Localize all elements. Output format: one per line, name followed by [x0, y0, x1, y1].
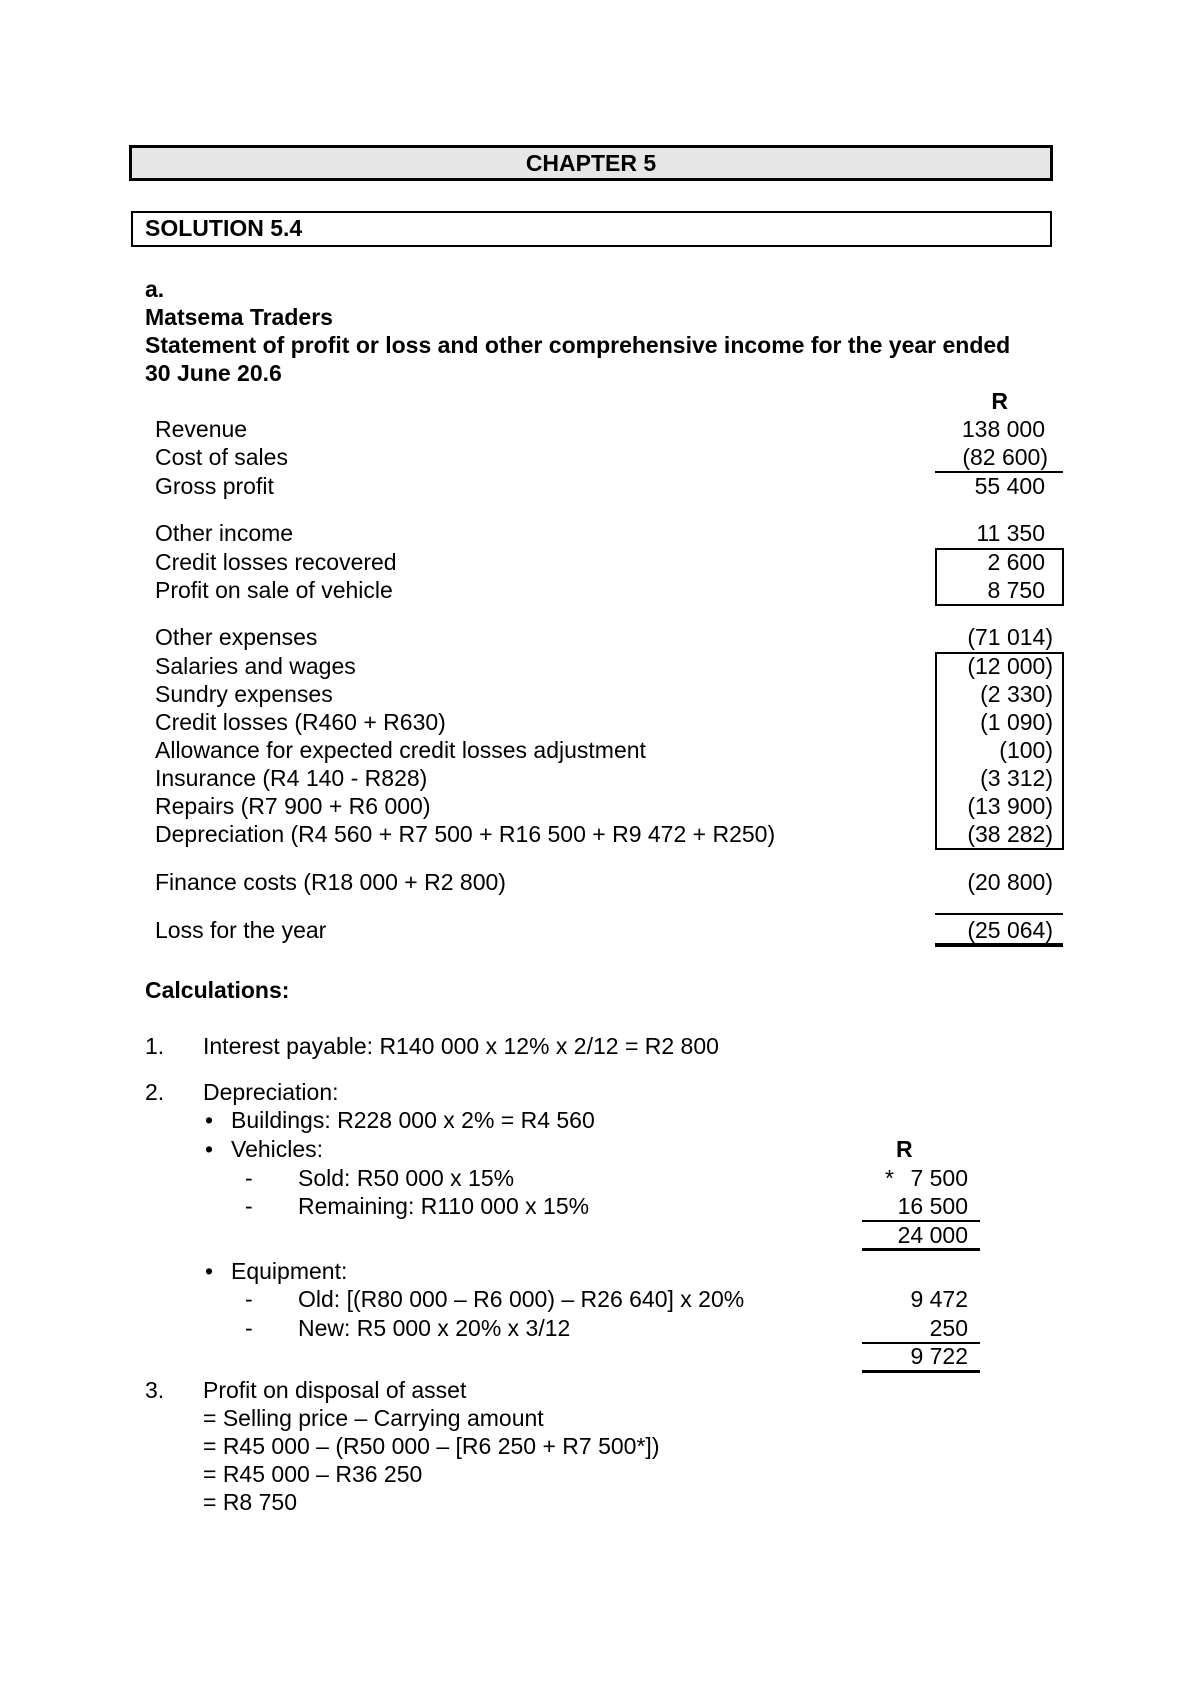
equipment-heading: Equipment:: [231, 1258, 348, 1284]
calc-3-title: Profit on disposal of asset: [203, 1377, 467, 1403]
loss-double-rule: [935, 943, 1063, 947]
expense-item-label: Allowance for expected credit losses adjustment: [155, 737, 646, 763]
revenue-label: Revenue: [155, 416, 248, 442]
dash-icon: -: [245, 1165, 253, 1191]
expense-item-amount: (100): [999, 737, 1053, 763]
statement-title-line-2: 30 June 20.6: [145, 360, 282, 386]
expense-item-label: Sundry expenses: [155, 681, 333, 707]
disposal-line: = R45 000 – (R50 000 – [R6 250 + R7 500*]): [203, 1433, 660, 1459]
dash-icon: -: [245, 1315, 253, 1341]
new-equipment-label: New: R5 000 x 20% x 3/12: [298, 1315, 571, 1341]
calc-2-title: Depreciation:: [203, 1079, 339, 1105]
cost-of-sales-label: Cost of sales: [155, 444, 288, 470]
asterisk-marker: *: [885, 1165, 894, 1191]
part-label: a.: [145, 276, 165, 302]
dash-icon: -: [245, 1286, 253, 1312]
other-expenses-label: Other expenses: [155, 624, 318, 650]
calculations-title: Calculations:: [145, 977, 290, 1003]
equipment-total-rule: [862, 1370, 980, 1373]
expense-item-label: Credit losses (R460 + R630): [155, 709, 446, 735]
remaining-vehicle-amount: 16 500: [897, 1193, 968, 1219]
loss-amount: (25 064): [967, 917, 1053, 943]
dash-icon: -: [245, 1193, 253, 1219]
expense-item-amount: (1 090): [980, 709, 1053, 735]
bullet-icon: •: [205, 1136, 214, 1162]
income-item-amount: 2 600: [987, 549, 1045, 575]
vehicles-total: 24 000: [897, 1222, 968, 1248]
equipment-total: 9 722: [910, 1343, 968, 1369]
calc-1-number: 1.: [145, 1033, 165, 1059]
expense-item-amount: (2 330): [980, 681, 1053, 707]
other-expenses-amount: (71 014): [967, 624, 1053, 650]
bullet-icon: •: [205, 1258, 214, 1284]
other-income-label: Other income: [155, 520, 294, 546]
disposal-line: = R45 000 – R36 250: [203, 1461, 423, 1487]
cost-of-sales-amount: (82 600): [962, 444, 1048, 470]
expense-item-label: Insurance (R4 140 - R828): [155, 765, 428, 791]
loss-label: Loss for the year: [155, 917, 327, 943]
calc-currency-header: R: [896, 1136, 913, 1162]
sold-vehicle-label: Sold: R50 000 x 15%: [298, 1165, 515, 1191]
solution-heading: SOLUTION 5.4: [131, 211, 1052, 247]
finance-costs-amount: (20 800): [967, 869, 1053, 895]
gross-profit-amount: 55 400: [974, 473, 1045, 499]
expense-item-label: Salaries and wages: [155, 653, 356, 679]
other-income-amount: 11 350: [976, 520, 1045, 546]
loss-top-rule: [935, 913, 1063, 915]
gross-profit-label: Gross profit: [155, 473, 274, 499]
new-equipment-amount: 250: [929, 1315, 968, 1341]
income-item-label: Profit on sale of vehicle: [155, 577, 393, 603]
old-equipment-label: Old: [(R80 000 – R6 000) – R26 640] x 20%: [298, 1286, 745, 1312]
currency-header: R: [991, 388, 1008, 414]
calc-3-number: 3.: [145, 1377, 165, 1403]
sold-vehicle-amount: 7 500: [910, 1165, 968, 1191]
vehicles-heading: Vehicles:: [231, 1136, 324, 1162]
buildings-line: Buildings: R228 000 x 2% = R4 560: [231, 1107, 595, 1133]
remaining-vehicle-label: Remaining: R110 000 x 15%: [298, 1193, 590, 1219]
company-name: Matsema Traders: [145, 304, 333, 330]
vehicles-total-rule: [862, 1248, 980, 1251]
expense-item-amount: (13 900): [967, 793, 1053, 819]
expense-item-amount: (12 000): [967, 653, 1053, 679]
income-item-amount: 8 750: [987, 577, 1045, 603]
statement-title-line-1: Statement of profit or loss and other comprehensive income for the year ended: [145, 332, 1011, 358]
bullet-icon: •: [205, 1107, 214, 1133]
expense-item-label: Repairs (R7 900 + R6 000): [155, 793, 431, 819]
calc-2-number: 2.: [145, 1079, 165, 1105]
expense-item-amount: (38 282): [967, 821, 1053, 847]
revenue-amount: 138 000: [961, 416, 1045, 442]
disposal-line: = Selling price – Carrying amount: [203, 1405, 544, 1431]
old-equipment-amount: 9 472: [910, 1286, 968, 1312]
calc-1-text: Interest payable: R140 000 x 12% x 2/12 = R2 800: [203, 1033, 719, 1059]
finance-costs-label: Finance costs (R18 000 + R2 800): [155, 869, 506, 895]
chapter-heading: CHAPTER 5: [129, 145, 1053, 181]
disposal-line: = R8 750: [203, 1489, 297, 1515]
expense-item-amount: (3 312): [980, 765, 1053, 791]
expense-item-label: Depreciation (R4 560 + R7 500 + R16 500 + R9 472 + R250): [155, 821, 776, 847]
income-item-label: Credit losses recovered: [155, 549, 397, 575]
